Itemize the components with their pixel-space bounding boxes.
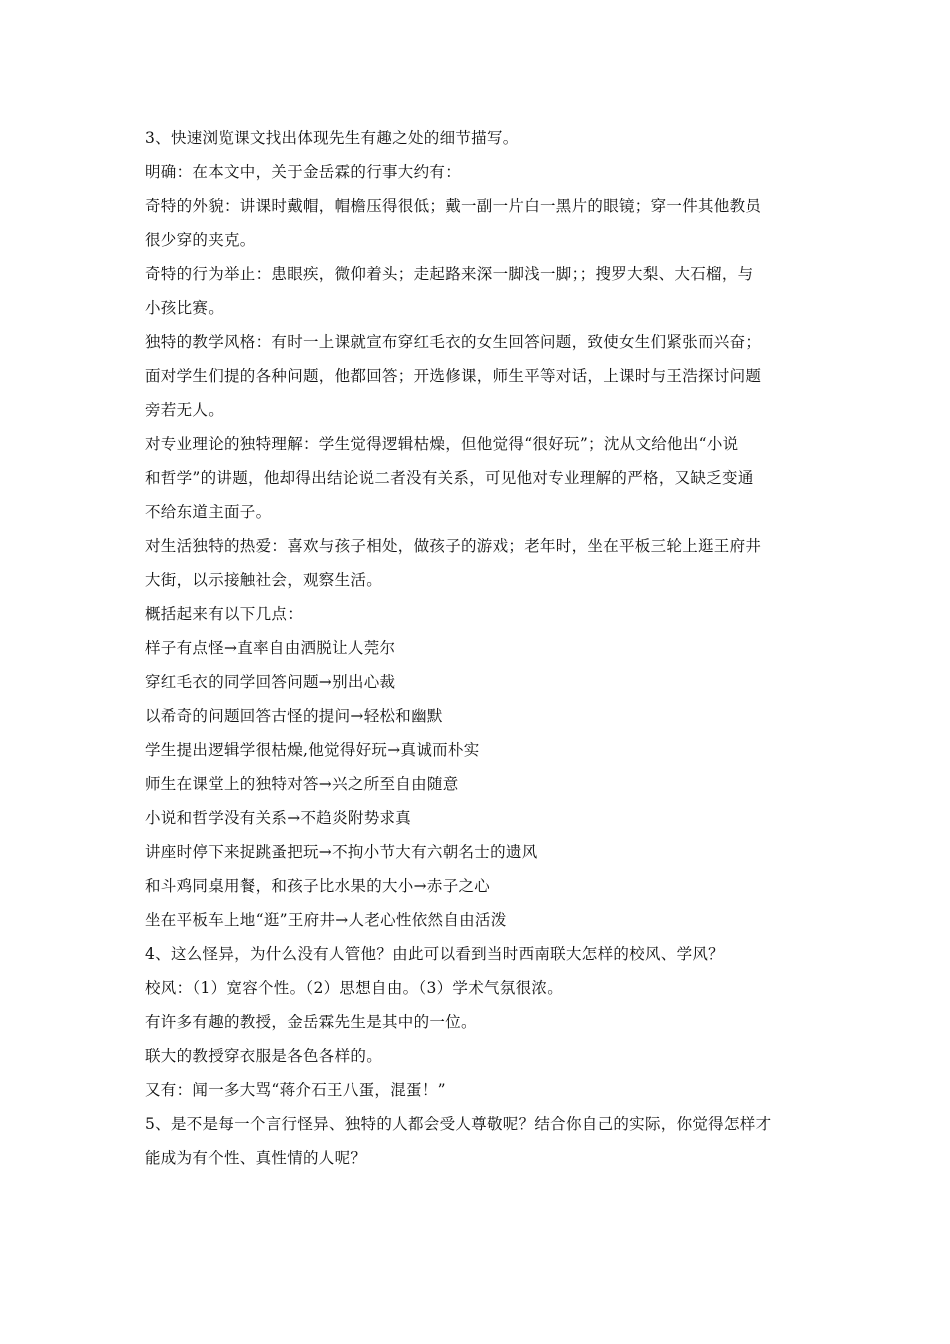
summary-item: 和斗鸡同桌用餐，和孩子比水果的大小→赤子之心 (145, 877, 491, 895)
theory-line-3: 不给东道主面子。 (145, 503, 272, 521)
summary-item: 坐在平板车上地“逛”王府井→人老心性依然自由活泼 (145, 911, 507, 929)
appearance-line-1: 奇特的外貌：讲课时戴帽，帽檐压得很低；戴一副一片白一黑片的眼镜；穿一件其他教员 (145, 197, 762, 215)
answer-intro-line: 明确：在本文中，关于金岳霖的行事大约有： (145, 163, 462, 181)
document-body (145, 121, 810, 1175)
summary-item: 讲座时停下来捉跳蚤把玩→不拘小节大有六朝名士的遗风 (145, 843, 538, 861)
behavior-line-1: 奇特的行为举止：患眼疾，微仰着头；走起路来深一脚浅一脚；；搜罗大梨、大石榴，与 (145, 265, 754, 283)
summary-item: 学生提出逻辑学很枯燥,他觉得好玩→真诚而朴实 (145, 741, 480, 759)
teaching-style-line-2: 面对学生们提的各种问题，他都回答；开选修课，师生平等对话，上课时与王浩探讨问题 (145, 367, 762, 385)
summary-item: 样子有点怪→直率自由洒脱让人莞尔 (145, 639, 396, 657)
theory-line-2: 和哲学”的讲题，他却得出结论说二者没有关系，可见他对专业理解的严格，又缺乏变通 (145, 469, 754, 487)
clothing-line: 联大的教授穿衣服是各色各样的。 (145, 1047, 383, 1065)
wen-yiduo-line: 又有：闻一多大骂“蒋介石王八蛋，混蛋！” (145, 1081, 446, 1099)
school-spirit-line: 校风：（1）宽容个性。（2）思想自由。（3）学术气氛很浓。 (145, 979, 564, 997)
summary-heading: 概括起来有以下几点： (145, 605, 304, 623)
life-line-1: 对生活独特的热爱：喜欢与孩子相处，做孩子的游戏；老年时，坐在平板三轮上逛王府井 (145, 537, 762, 555)
summary-item: 穿红毛衣的同学回答问题→别出心裁 (145, 673, 396, 691)
theory-line-1: 对专业理论的独特理解：学生觉得逻辑枯燥，但他觉得“很好玩”；沈从文给他出“小说 (145, 435, 739, 453)
professors-line: 有许多有趣的教授，金岳霖先生是其中的一位。 (145, 1013, 477, 1031)
life-line-2: 大街，以示接触社会，观察生活。 (145, 571, 383, 589)
question-5-line-1: 5、是不是每一个言行怪异、独特的人都会受人尊敬呢？结合你自己的实际，你觉得怎样才 (145, 1115, 772, 1133)
question-4-line: 4、这么怪异，为什么没有人管他？由此可以看到当时西南联大怎样的校风、学风？ (145, 945, 724, 963)
appearance-line-2: 很少穿的夹克。 (145, 231, 256, 249)
teaching-style-line-3: 旁若无人。 (145, 401, 225, 419)
summary-item: 师生在课堂上的独特对答→兴之所至自由随意 (145, 775, 459, 793)
question-5-line-2: 能成为有个性、真性情的人呢？ (145, 1149, 367, 1167)
summary-item: 以希奇的问题回答古怪的提问→轻松和幽默 (145, 707, 443, 725)
teaching-style-line-1: 独特的教学风格：有时一上课就宣布穿红毛衣的女生回答问题，致使女生们紧张而兴奋； (145, 333, 762, 351)
question-3-line: 3、快速浏览课文找出体现先生有趣之处的细节描写。 (145, 129, 519, 147)
behavior-line-2: 小孩比赛。 (145, 299, 225, 317)
summary-item: 小说和哲学没有关系→不趋炎附势求真 (145, 809, 412, 827)
